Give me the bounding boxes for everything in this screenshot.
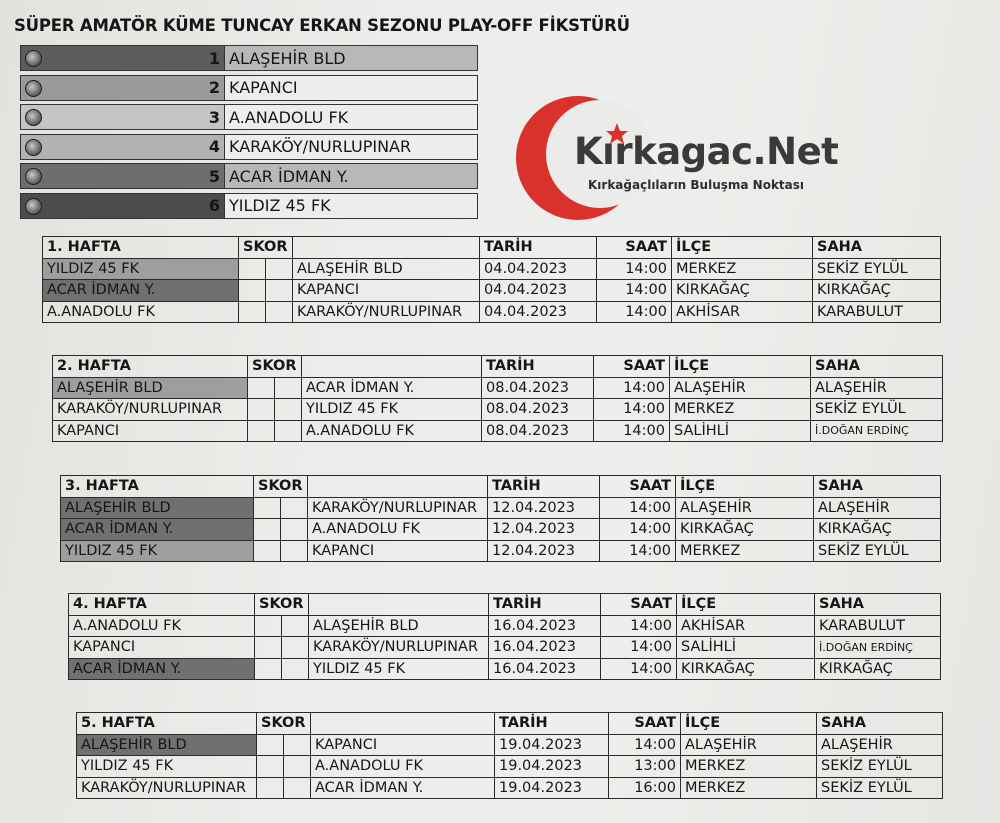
score-header: SKOR <box>248 356 302 378</box>
match-district: MERKEZ <box>672 258 813 280</box>
match-date: 16.04.2023 <box>489 658 601 680</box>
away-team: ACAR İDMAN Y. <box>311 777 495 799</box>
away-score <box>275 420 302 442</box>
time-header: SAAT <box>600 476 676 498</box>
team-row <box>20 75 482 105</box>
match-venue: KARABULUT <box>815 615 941 637</box>
date-header: TARİH <box>480 237 597 259</box>
week-table <box>68 593 940 680</box>
match-row <box>43 280 941 302</box>
blank-cell <box>309 594 489 616</box>
team-number-bar <box>20 104 225 130</box>
match-time: 14:00 <box>597 258 672 280</box>
team-badge-icon <box>25 198 42 215</box>
match-district: KIRKAĞAÇ <box>676 519 814 541</box>
home-score <box>239 280 266 302</box>
away-score <box>275 377 302 399</box>
match-row <box>53 420 943 442</box>
home-team: ACAR İDMAN Y. <box>69 658 255 680</box>
team-badge-icon <box>25 168 42 185</box>
match-venue: KARABULUT <box>813 301 941 323</box>
team-number-bar <box>20 75 225 101</box>
match-venue: ALAŞEHİR <box>811 377 943 399</box>
match-district: SALİHLİ <box>670 420 811 442</box>
home-team: ACAR İDMAN Y. <box>61 519 254 541</box>
home-team: ALAŞEHİR BLD <box>61 497 254 519</box>
match-district: MERKEZ <box>681 777 817 799</box>
away-score <box>266 258 293 280</box>
match-row <box>77 734 943 756</box>
away-team: KARAKÖY/NURLUPINAR <box>308 497 488 519</box>
match-time: 14:00 <box>597 301 672 323</box>
date-header: TARİH <box>488 476 600 498</box>
match-date: 16.04.2023 <box>489 615 601 637</box>
match-venue: SEKİZ EYLÜL <box>817 756 943 778</box>
match-row <box>53 377 943 399</box>
home-team: KARAKÖY/NURLUPINAR <box>53 399 248 421</box>
week-table <box>76 712 942 799</box>
date-header: TARİH <box>489 594 601 616</box>
away-score <box>266 280 293 302</box>
away-score <box>284 756 311 778</box>
logo-tagline: Kırkağaçlıların Buluşma Noktası <box>588 178 805 192</box>
week-header-row <box>61 476 941 498</box>
match-time: 14:00 <box>594 399 670 421</box>
match-time: 14:00 <box>594 377 670 399</box>
match-row <box>69 658 941 680</box>
away-team: YILDIZ 45 FK <box>309 658 489 680</box>
team-row <box>20 134 482 164</box>
away-team: ALAŞEHİR BLD <box>293 258 480 280</box>
logo-wordmark: Kırkagac.Net <box>574 130 839 173</box>
away-score <box>282 658 309 680</box>
home-score <box>254 540 281 562</box>
team-name: A.ANADOLU FK <box>225 104 478 130</box>
match-row <box>43 258 941 280</box>
week-label: 3. HAFTA <box>61 476 254 498</box>
team-row <box>20 104 482 134</box>
match-date: 08.04.2023 <box>482 399 594 421</box>
match-date: 04.04.2023 <box>480 258 597 280</box>
home-score <box>257 756 284 778</box>
team-number: 3 <box>208 107 220 127</box>
match-row <box>53 399 943 421</box>
week-label: 5. HAFTA <box>77 713 257 735</box>
away-team: ALAŞEHİR BLD <box>309 615 489 637</box>
week-table <box>52 355 942 442</box>
match-district: KIRKAĞAÇ <box>672 280 813 302</box>
match-time: 14:00 <box>609 734 681 756</box>
home-team: A.ANADOLU FK <box>43 301 239 323</box>
week-table <box>42 236 940 323</box>
match-row <box>43 301 941 323</box>
date-header: TARİH <box>482 356 594 378</box>
home-score <box>248 420 275 442</box>
team-name: ACAR İDMAN Y. <box>225 163 478 189</box>
match-district: AKHİSAR <box>677 615 815 637</box>
match-district: ALAŞEHİR <box>676 497 814 519</box>
home-score <box>239 301 266 323</box>
home-team: KARAKÖY/NURLUPINAR <box>77 777 257 799</box>
match-date: 12.04.2023 <box>488 540 600 562</box>
away-score <box>281 497 308 519</box>
match-venue: KIRKAĞAÇ <box>815 658 941 680</box>
venue-header: SAHA <box>817 713 943 735</box>
away-team: KAPANCI <box>293 280 480 302</box>
match-date: 16.04.2023 <box>489 637 601 659</box>
score-header: SKOR <box>255 594 309 616</box>
match-date: 19.04.2023 <box>495 777 609 799</box>
match-time: 14:00 <box>601 615 677 637</box>
away-score <box>275 399 302 421</box>
match-venue: İ.DOĞAN ERDİNÇ <box>815 637 941 659</box>
home-team: KAPANCI <box>53 420 248 442</box>
match-row <box>77 777 943 799</box>
home-score <box>254 519 281 541</box>
away-score <box>281 519 308 541</box>
away-team: A.ANADOLU FK <box>302 420 482 442</box>
time-header: SAAT <box>594 356 670 378</box>
home-team: YILDIZ 45 FK <box>43 258 239 280</box>
team-number-bar <box>20 163 225 189</box>
time-header: SAAT <box>597 237 672 259</box>
match-venue: SEKİZ EYLÜL <box>814 540 941 562</box>
team-badge-icon <box>25 109 42 126</box>
team-number-bar <box>20 45 225 71</box>
match-time: 14:00 <box>600 519 676 541</box>
match-district: KIRKAĞAÇ <box>677 658 815 680</box>
match-date: 19.04.2023 <box>495 734 609 756</box>
district-header: İLÇE <box>677 594 815 616</box>
time-header: SAAT <box>601 594 677 616</box>
away-team: A.ANADOLU FK <box>308 519 488 541</box>
team-number: 4 <box>208 137 220 156</box>
date-header: TARİH <box>495 713 609 735</box>
home-score <box>254 497 281 519</box>
match-row <box>69 615 941 637</box>
home-team: KAPANCI <box>69 637 255 659</box>
team-list <box>20 45 482 222</box>
match-time: 14:00 <box>601 658 677 680</box>
blank-cell <box>293 237 480 259</box>
team-badge-icon <box>25 80 42 97</box>
week-table <box>60 475 940 562</box>
home-team: YILDIZ 45 FK <box>61 540 254 562</box>
match-row <box>61 540 941 562</box>
team-row <box>20 45 482 75</box>
home-score <box>257 777 284 799</box>
match-time: 16:00 <box>609 777 681 799</box>
district-header: İLÇE <box>672 237 813 259</box>
district-header: İLÇE <box>670 356 811 378</box>
match-venue: KIRKAĞAÇ <box>814 519 941 541</box>
match-date: 12.04.2023 <box>488 497 600 519</box>
home-team: ACAR İDMAN Y. <box>43 280 239 302</box>
away-team: KAPANCI <box>311 734 495 756</box>
team-name: KARAKÖY/NURLUPINAR <box>225 134 478 160</box>
match-time: 14:00 <box>601 637 677 659</box>
away-score <box>281 540 308 562</box>
match-row <box>77 756 943 778</box>
score-header: SKOR <box>239 237 293 259</box>
score-header: SKOR <box>257 713 311 735</box>
match-date: 19.04.2023 <box>495 756 609 778</box>
away-team: KARAKÖY/NURLUPINAR <box>293 301 480 323</box>
team-badge-icon <box>25 139 42 156</box>
match-date: 08.04.2023 <box>482 377 594 399</box>
district-header: İLÇE <box>681 713 817 735</box>
home-team: ALAŞEHİR BLD <box>53 377 248 399</box>
home-score <box>248 377 275 399</box>
away-team: A.ANADOLU FK <box>311 756 495 778</box>
team-number: 5 <box>208 166 220 186</box>
match-venue: SEKİZ EYLÜL <box>817 777 943 799</box>
match-time: 14:00 <box>600 540 676 562</box>
home-team: ALAŞEHİR BLD <box>77 734 257 756</box>
match-time: 14:00 <box>600 497 676 519</box>
match-venue: SEKİZ EYLÜL <box>811 399 943 421</box>
match-date: 12.04.2023 <box>488 519 600 541</box>
match-row <box>69 637 941 659</box>
week-header-row <box>43 237 941 259</box>
venue-header: SAHA <box>814 476 941 498</box>
document-title: SÜPER AMATÖR KÜME TUNCAY ERKAN SEZONU PLAY-OFF FİKSTÜRÜ <box>14 16 630 35</box>
match-date: 08.04.2023 <box>482 420 594 442</box>
away-score <box>282 615 309 637</box>
match-venue: İ.DOĞAN ERDİNÇ <box>811 420 943 442</box>
score-header: SKOR <box>254 476 308 498</box>
match-venue: ALAŞEHİR <box>814 497 941 519</box>
blank-cell <box>311 713 495 735</box>
away-score <box>284 734 311 756</box>
team-badge-icon <box>25 50 42 67</box>
team-number-bar <box>20 193 225 219</box>
match-district: AKHİSAR <box>672 301 813 323</box>
district-header: İLÇE <box>676 476 814 498</box>
match-venue: KIRKAĞAÇ <box>813 280 941 302</box>
week-header-row <box>69 594 941 616</box>
away-team: KAPANCI <box>308 540 488 562</box>
match-row <box>61 497 941 519</box>
home-score <box>239 258 266 280</box>
away-score <box>282 637 309 659</box>
away-score <box>266 301 293 323</box>
match-district: ALAŞEHİR <box>681 734 817 756</box>
away-team: ACAR İDMAN Y. <box>302 377 482 399</box>
week-label: 2. HAFTA <box>53 356 248 378</box>
blank-cell <box>302 356 482 378</box>
venue-header: SAHA <box>811 356 943 378</box>
match-time: 14:00 <box>597 280 672 302</box>
team-name: YILDIZ 45 FK <box>225 193 478 219</box>
team-number: 6 <box>208 196 220 215</box>
home-team: YILDIZ 45 FK <box>77 756 257 778</box>
home-score <box>255 637 282 659</box>
match-district: SALİHLİ <box>677 637 815 659</box>
team-number: 1 <box>208 48 220 68</box>
week-label: 1. HAFTA <box>43 237 239 259</box>
match-time: 13:00 <box>609 756 681 778</box>
match-row <box>61 519 941 541</box>
site-logo <box>516 92 866 227</box>
week-header-row <box>53 356 943 378</box>
match-time: 14:00 <box>594 420 670 442</box>
team-name: ALAŞEHİR BLD <box>225 45 478 71</box>
home-team: A.ANADOLU FK <box>69 615 255 637</box>
match-district: MERKEZ <box>676 540 814 562</box>
venue-header: SAHA <box>815 594 941 616</box>
away-score <box>284 777 311 799</box>
venue-header: SAHA <box>813 237 941 259</box>
match-date: 04.04.2023 <box>480 280 597 302</box>
home-score <box>255 615 282 637</box>
home-score <box>255 658 282 680</box>
match-venue: SEKİZ EYLÜL <box>813 258 941 280</box>
away-team: YILDIZ 45 FK <box>302 399 482 421</box>
week-label: 4. HAFTA <box>69 594 255 616</box>
team-row <box>20 163 482 193</box>
match-district: MERKEZ <box>670 399 811 421</box>
team-row <box>20 193 482 223</box>
match-venue: ALAŞEHİR <box>817 734 943 756</box>
week-header-row <box>77 713 943 735</box>
blank-cell <box>308 476 488 498</box>
match-district: MERKEZ <box>681 756 817 778</box>
away-team: KARAKÖY/NURLUPINAR <box>309 637 489 659</box>
team-name: KAPANCI <box>225 75 478 101</box>
match-date: 04.04.2023 <box>480 301 597 323</box>
match-district: ALAŞEHİR <box>670 377 811 399</box>
home-score <box>257 734 284 756</box>
team-number: 2 <box>208 78 220 97</box>
home-score <box>248 399 275 421</box>
time-header: SAAT <box>609 713 681 735</box>
team-number-bar <box>20 134 225 160</box>
